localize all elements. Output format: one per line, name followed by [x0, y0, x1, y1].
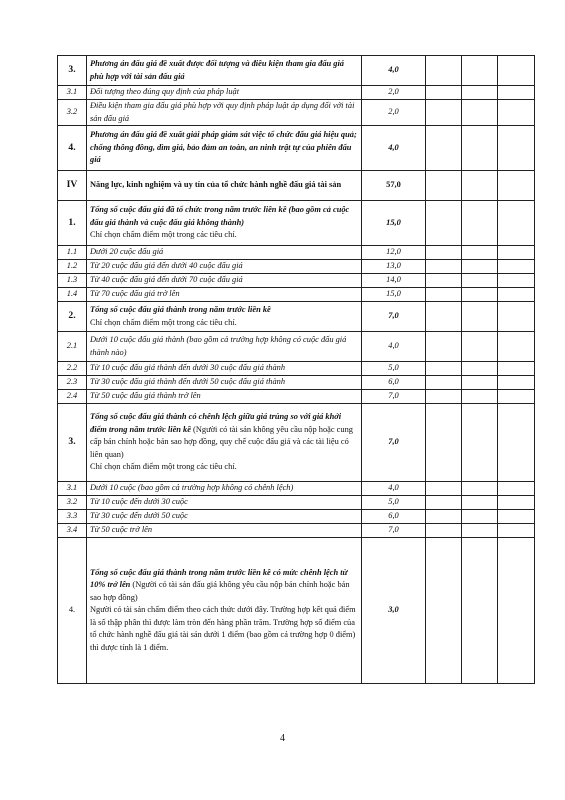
table-row — [58, 538, 535, 684]
empty-cell — [426, 390, 462, 404]
empty-cell — [462, 171, 498, 201]
criteria-text: Năng lực, kinh nghiệm và uy tín của tổ chức hành nghề đấu giá tài sản — [90, 180, 342, 190]
table-row — [58, 201, 535, 246]
criteria-cell — [87, 86, 362, 100]
empty-cell — [462, 100, 498, 126]
table-row — [58, 86, 535, 100]
row-number: IV — [58, 171, 87, 201]
table-row — [58, 126, 535, 171]
page-number: 4 — [280, 733, 285, 744]
criteria-text: Đối tượng theo đúng quy định của pháp luật — [90, 87, 240, 97]
row-number: 3.3 — [58, 510, 87, 524]
row-number: 3.2 — [58, 496, 87, 510]
criteria-text: Từ 40 cuộc đấu giá đến dưới 70 cuộc đấu giá — [90, 275, 243, 285]
empty-cell — [462, 524, 498, 538]
criteria-text: Dưới 10 cuộc đấu giá thành (bao gồm cả trường hợp không có cuộc đấu giá thành nào) — [90, 335, 347, 357]
empty-cell — [498, 274, 535, 288]
row-number: 2.4 — [58, 390, 87, 404]
row-number: 3. — [58, 56, 87, 86]
criteria-text: Từ 30 cuộc đấu giá thành đến dưới 50 cuộc đấu giá thành — [90, 377, 286, 387]
table-row — [58, 56, 535, 86]
empty-cell — [462, 510, 498, 524]
empty-cell — [462, 362, 498, 376]
table-row — [58, 390, 535, 404]
criteria-text: Phương án đấu giá đề xuất được đối tượng và điều kiện tham gia đấu giá phù hợp với tài sản đấu giá — [90, 59, 344, 81]
empty-cell — [462, 201, 498, 246]
empty-cell — [498, 302, 535, 332]
empty-cell — [462, 404, 498, 482]
criteria-cell — [87, 404, 362, 482]
empty-cell — [498, 171, 535, 201]
empty-cell — [462, 302, 498, 332]
table-row — [58, 302, 535, 332]
criteria-cell — [87, 332, 362, 362]
table-row — [58, 288, 535, 302]
criteria-cell — [87, 288, 362, 302]
empty-cell — [426, 332, 462, 362]
criteria-text: Tổng số cuộc đấu giá thành trong năm trước liền kề có mức chênh lệch từ 10% trở lên — [90, 568, 348, 590]
criteria-text: Tổng số cuộc đấu giá đã tổ chức trong năm trước liền kề (bao gồm cả cuộc đấu giá thành và cuộc đấu giá không thành) — [90, 205, 350, 227]
empty-cell — [498, 100, 535, 126]
empty-cell — [498, 332, 535, 362]
max-score: 4,0 — [362, 56, 426, 86]
empty-cell — [498, 482, 535, 496]
table-row — [58, 524, 535, 538]
criteria-text: Tổng số cuộc đấu giá thành trong năm trước liền kề — [90, 305, 271, 315]
max-score: 57,0 — [362, 171, 426, 201]
empty-cell — [498, 201, 535, 246]
criteria-text: Từ 10 cuộc đến dưới 30 cuộc — [90, 497, 188, 507]
empty-cell — [498, 260, 535, 274]
criteria-cell — [87, 510, 362, 524]
max-score: 4,0 — [362, 482, 426, 496]
criteria-cell — [87, 538, 362, 684]
empty-cell — [426, 538, 462, 684]
criteria-cell — [87, 362, 362, 376]
criteria-text: Từ 30 cuộc đến dưới 50 cuộc — [90, 511, 188, 521]
empty-cell — [498, 288, 535, 302]
row-number: 3.2 — [58, 100, 87, 126]
empty-cell — [426, 302, 462, 332]
max-score: 4,0 — [362, 332, 426, 362]
empty-cell — [498, 404, 535, 482]
max-score: 2,0 — [362, 86, 426, 100]
max-score: 7,0 — [362, 404, 426, 482]
empty-cell — [498, 126, 535, 171]
empty-cell — [462, 538, 498, 684]
max-score: 13,0 — [362, 260, 426, 274]
max-score: 15,0 — [362, 288, 426, 302]
max-score: 6,0 — [362, 510, 426, 524]
criteria-cell — [87, 302, 362, 332]
table-row — [58, 171, 535, 201]
criteria-cell — [87, 171, 362, 201]
empty-cell — [426, 482, 462, 496]
table-row — [58, 246, 535, 260]
table-row — [58, 260, 535, 274]
empty-cell — [426, 171, 462, 201]
empty-cell — [426, 126, 462, 171]
empty-cell — [462, 390, 498, 404]
scoring-table — [57, 55, 535, 684]
empty-cell — [426, 496, 462, 510]
criteria-note: Chỉ chọn chấm điểm một trong các tiêu chí. — [90, 462, 237, 472]
empty-cell — [426, 274, 462, 288]
row-number: 2.1 — [58, 332, 87, 362]
empty-cell — [498, 538, 535, 684]
max-score: 6,0 — [362, 376, 426, 390]
max-score: 15,0 — [362, 201, 426, 246]
empty-cell — [426, 404, 462, 482]
empty-cell — [426, 260, 462, 274]
row-number: 1.2 — [58, 260, 87, 274]
table-row — [58, 496, 535, 510]
empty-cell — [426, 510, 462, 524]
empty-cell — [426, 201, 462, 246]
criteria-text: Dưới 20 cuộc đấu giá — [90, 247, 164, 257]
row-number: 2.2 — [58, 362, 87, 376]
table-row — [58, 404, 535, 482]
empty-cell — [498, 524, 535, 538]
row-number: 3.1 — [58, 482, 87, 496]
max-score: 14,0 — [362, 274, 426, 288]
row-number: 1.1 — [58, 246, 87, 260]
table-row — [58, 332, 535, 362]
criteria-cell — [87, 390, 362, 404]
criteria-text: Từ 10 cuộc đấu giá thành đến dưới 30 cuộc đấu giá thành — [90, 363, 286, 373]
row-number: 4. — [58, 126, 87, 171]
empty-cell — [462, 496, 498, 510]
table-row — [58, 376, 535, 390]
empty-cell — [498, 362, 535, 376]
empty-cell — [462, 274, 498, 288]
empty-cell — [426, 86, 462, 100]
empty-cell — [498, 376, 535, 390]
empty-cell — [426, 362, 462, 376]
row-number: 1.3 — [58, 274, 87, 288]
empty-cell — [498, 496, 535, 510]
criteria-cell — [87, 524, 362, 538]
empty-cell — [426, 376, 462, 390]
empty-cell — [426, 56, 462, 86]
max-score: 3,0 — [362, 538, 426, 684]
max-score: 4,0 — [362, 126, 426, 171]
empty-cell — [498, 56, 535, 86]
criteria-text: Phương án đấu giá đề xuất giải pháp giám sát việc tổ chức đấu giá hiệu quả; chống thông đồng, dìm giá, bảo đảm an toàn, an ninh trật tự của phiên đấu giá — [90, 130, 357, 165]
criteria-cell — [87, 496, 362, 510]
empty-cell — [498, 390, 535, 404]
empty-cell — [462, 126, 498, 171]
criteria-text: Từ 20 cuộc đấu giá đến dưới 40 cuộc đấu giá — [90, 261, 243, 271]
max-score: 7,0 — [362, 390, 426, 404]
max-score: 5,0 — [362, 496, 426, 510]
table-row — [58, 362, 535, 376]
empty-cell — [498, 510, 535, 524]
max-score: 7,0 — [362, 302, 426, 332]
max-score: 5,0 — [362, 362, 426, 376]
empty-cell — [462, 56, 498, 86]
criteria-cell — [87, 100, 362, 126]
row-number: 1.4 — [58, 288, 87, 302]
table-row — [58, 482, 535, 496]
table-row — [58, 274, 535, 288]
max-score: 2,0 — [362, 100, 426, 126]
criteria-tail: (Người có tài sản đấu giá không yêu cầu nộp bản chính hoặc bản sao hợp đồng) — [90, 580, 350, 602]
criteria-text: Điều kiện tham gia đấu giá phù hợp với quy định pháp luật áp dụng đối với tài sản đấu giá — [90, 101, 355, 123]
empty-cell — [462, 376, 498, 390]
row-number: 2. — [58, 302, 87, 332]
max-score: 12,0 — [362, 246, 426, 260]
empty-cell — [462, 260, 498, 274]
criteria-cell — [87, 260, 362, 274]
criteria-note: Chỉ chọn chấm điểm một trong các tiêu chí. — [90, 230, 237, 240]
empty-cell — [462, 482, 498, 496]
empty-cell — [426, 524, 462, 538]
criteria-cell — [87, 246, 362, 260]
empty-cell — [462, 246, 498, 260]
criteria-text: Từ 50 cuộc đấu giá thành trở lên — [90, 391, 201, 401]
empty-cell — [426, 100, 462, 126]
empty-cell — [462, 332, 498, 362]
criteria-text: Từ 70 cuộc đấu giá trở lên — [90, 289, 180, 299]
row-number: 4. — [58, 538, 87, 684]
row-number: 3.1 — [58, 86, 87, 100]
criteria-cell — [87, 274, 362, 288]
criteria-cell — [87, 201, 362, 246]
criteria-cell — [87, 376, 362, 390]
row-number: 3.4 — [58, 524, 87, 538]
criteria-text: Từ 50 cuộc trở lên — [90, 525, 153, 535]
max-score: 7,0 — [362, 524, 426, 538]
criteria-text: Tổng số cuộc đấu giá thành có chênh lệch giữa giá trúng so với giá khởi điểm trong năm trước liền kề — [90, 412, 342, 434]
criteria-note: Người có tài sản chấm điểm theo cách thức dưới đây. Trường hợp kết quả điểm là số thập phân thì được làm tròn đến hàng phần trăm. Trường hợp số điểm của tổ chức hành nghề đấu giá tài sản dưới 1 điểm (bao gồm cả trường hợp 0 điểm) thì được tính là 1 điểm. — [90, 605, 356, 652]
criteria-text: Dưới 10 cuộc (bao gồm cả trường hợp không có chênh lệch) — [90, 483, 294, 493]
row-number: 1. — [58, 201, 87, 246]
criteria-note: Chỉ chọn chấm điểm một trong các tiêu chí. — [90, 317, 237, 327]
empty-cell — [426, 246, 462, 260]
table-row — [58, 510, 535, 524]
criteria-cell — [87, 56, 362, 86]
row-number: 2.3 — [58, 376, 87, 390]
criteria-cell — [87, 482, 362, 496]
criteria-tail: (Người có tài sản không yêu cầu nộp hoặc cung cấp bản chính hoặc bản sao hợp đồng, quy chế cuộc đấu giá và các tài liệu có liên quan) — [90, 424, 353, 459]
criteria-cell — [87, 126, 362, 171]
table-row — [58, 100, 535, 126]
empty-cell — [498, 86, 535, 100]
empty-cell — [462, 86, 498, 100]
empty-cell — [426, 288, 462, 302]
row-number: 3. — [58, 404, 87, 482]
empty-cell — [462, 288, 498, 302]
empty-cell — [498, 246, 535, 260]
